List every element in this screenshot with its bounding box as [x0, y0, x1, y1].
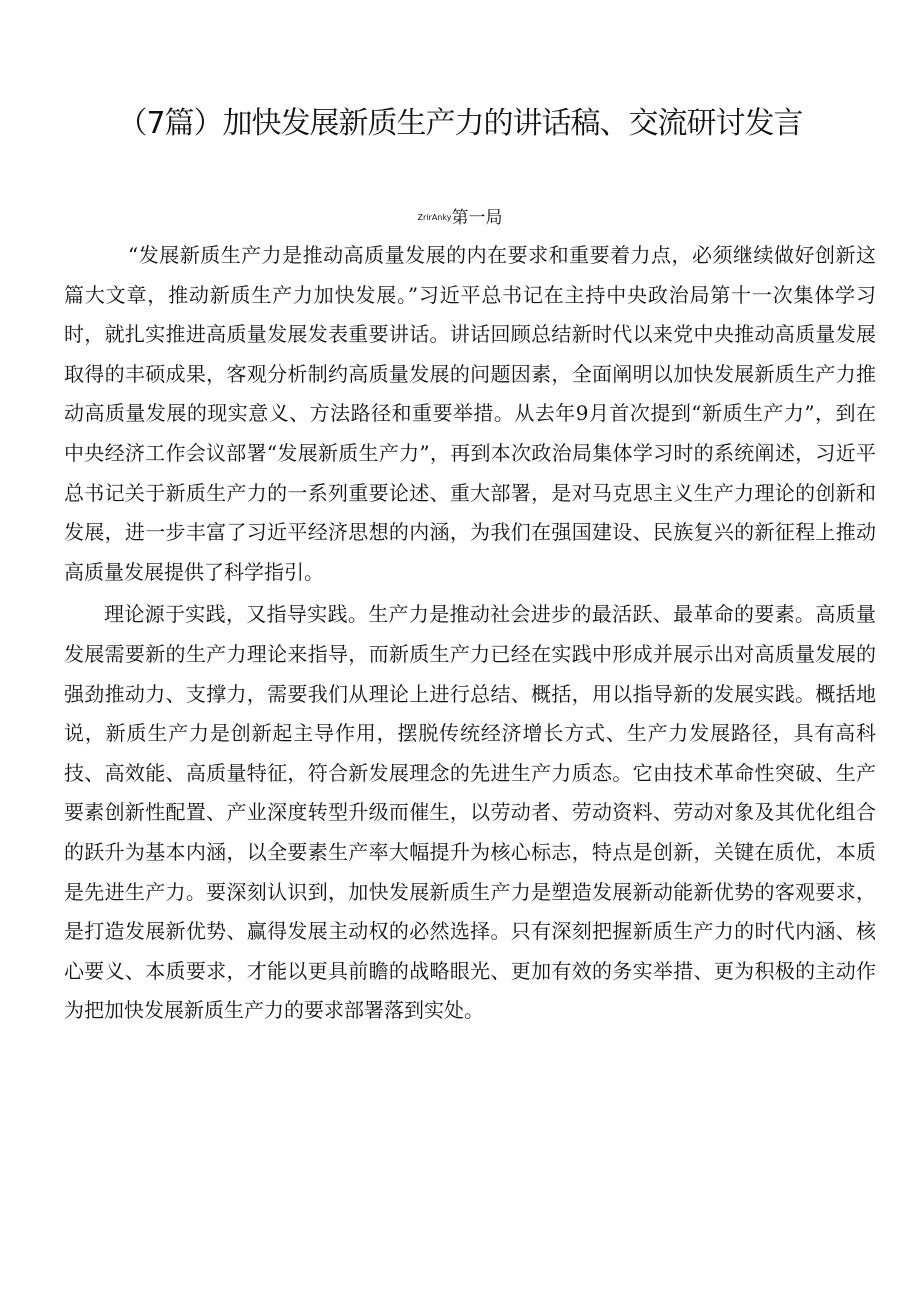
- paragraph-1: “发展新质生产力是推动高质量发展的内在要求和重要着力点，必须继续做好创新这篇大文章，推动新质生产力加快发展。”习近平总书记在主持中央政治局第十一次集体学习时，就扎实推进高质量发展发表重要讲话。讲话回顾总结新时代以来党中央推动高质量发展取得的丰硕成果，客观分析制约高质量发展的问题因素，全面阐明以加快发展新质生产力推动高质量发展的现实意义、方法路径和重要举措。从去年9月首次提到“新质生产力”，到在中央经济工作会议部署“发展新质生产力”，再到本次政治局集体学习时的系统阐述，习近平总书记关于新质生产力的一系列重要论述、重大部署，是对马克思主义生产力理论的创新和发展，进一步丰富了习近平经济思想的内涵，为我们在强国建设、民族复兴的新征程上推动高质量发展提供了科学指引。: [64, 243, 876, 584]
- document-body: [64, 236, 876, 1031]
- section-heading: [0, 206, 920, 230]
- paragraph-2: 理论源于实践，又指导实践。生产力是推动社会进步的最活跃、最革命的要素。高质量发展需要新的生产力理论来指导，而新质生产力已经在实践中形成并展示出对高质量发展的强劲推动力、支撑力，需要我们从理论上进行总结、概括，用以指导新的发展实践。概括地说，新质生产力是创新起主导作用，摆脱传统经济增长方式、生产力发展路径，具有高科技、高效能、高质量特征，符合新发展理念的先进生产力质态。它由技术革命性突破、生产要素创新性配置、产业深度转型升级而催生，以劳动者、劳动资料、劳动对象及其优化组合的跃升为基本内涵，以全要素生产率大幅提升为核心标志，特点是创新，关键在质优，本质是先进生产力。要深刻认识到，加快发展新质生产力是塑造发展新动能新优势的客观要求，是打造发展新优势、赢得发展主动权的必然选择。只有深刻把握新质生产力的时代内涵、核心要义、本质要求，才能以更具前瞻的战略眼光、更加有效的务实举措、更为积极的主动作为把加快发展新质生产力的要求部署落到实处。: [64, 602, 876, 1023]
- document-title: （7篇）加快发展新质生产力的讲话稿、交流研讨发言: [117, 106, 803, 141]
- section-mark: ZrirAnky: [417, 213, 452, 222]
- section-title: 第一局: [451, 208, 503, 228]
